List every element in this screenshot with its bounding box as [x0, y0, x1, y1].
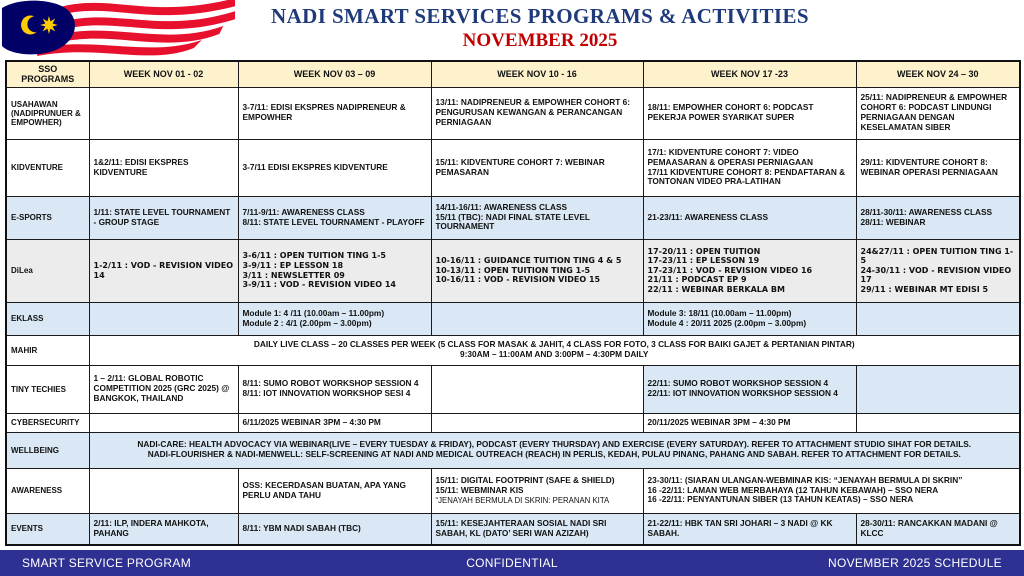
row-label: USAHAWAN (NADIPRUNUER & EMPOWHER)	[6, 87, 89, 139]
schedule-cell	[856, 139, 1020, 196]
schedule-table-header	[6, 61, 1020, 87]
row-label: KIDVENTURE	[6, 139, 89, 196]
schedule-entry: 21-23/11: AWARENESS CLASS	[647, 211, 768, 222]
schedule-cell	[431, 196, 643, 239]
schedule-entry: 10-16/11 : VOD - REVISION VIDEO 15	[435, 275, 601, 285]
schedule-entry: 22/11: SUMO ROBOT WORKSHOP SESSION 4	[647, 378, 829, 389]
row-label: WELLBEING	[6, 432, 89, 468]
schedule-entry: 8/11: YBM NADI SABAH (TBC)	[242, 522, 361, 533]
schedule-cell	[856, 302, 1020, 335]
schedule-cell	[643, 513, 856, 545]
schedule-cell	[89, 365, 238, 413]
page-subtitle: NOVEMBER 2025	[462, 30, 618, 51]
schedule-entry: 9:30AM – 11:00AM AND 3:00PM – 4:30PM DAILY	[460, 349, 649, 359]
footer-schedule-name: NOVEMBER 2025 SCHEDULE	[828, 556, 1002, 570]
row-label: EVENTS	[6, 513, 89, 545]
column-header-programs: SSO PROGRAMS	[6, 61, 89, 87]
schedule-entry: DAILY LIVE CLASS – 20 CLASSES PER WEEK (5 CLASS FOR MASAK & JAHIT, 4 CLASS FOR FOTO, 3 CLASS FOR BAIKI GAJET & PERTANIAN PINTAR)	[253, 339, 855, 350]
schedule-cell	[89, 513, 238, 545]
table-row	[6, 239, 1020, 302]
table-row	[6, 196, 1020, 239]
schedule-entry: 15/11: KIDVENTURE COHORT 7: WEBINAR PEMASARAN	[435, 156, 605, 177]
schedule-cell	[431, 468, 643, 513]
schedule-cell	[431, 239, 643, 302]
table-row	[6, 468, 1020, 513]
schedule-cell	[431, 302, 643, 335]
schedule-entry: 15/11: KESEJAHTERAAN SOSIAL NADI SRI SABAH, KL (DATO’ SERI WAN AZIZAH)	[435, 517, 607, 538]
schedule-entry: 28/11-30/11: AWARENESS CLASS	[860, 206, 993, 217]
schedule-cell	[643, 302, 856, 335]
schedule-cell	[89, 302, 238, 335]
schedule-cell	[431, 139, 643, 196]
schedule-cell	[431, 413, 643, 432]
table-row	[6, 87, 1020, 139]
schedule-cell	[643, 139, 856, 196]
schedule-entry: 7/11-9/11: AWARENESS CLASS	[242, 206, 365, 217]
schedule-entry: “JENAYAH BERMULA DI SKRIN: PERANAN KITA	[435, 495, 610, 505]
schedule-cell	[238, 302, 431, 335]
schedule-entry: 24-30/11 : VOD - REVISION VIDEO 17	[860, 265, 1012, 285]
schedule-entry: 3-7/11 EDISI EKSPRES KIDVENTURE	[242, 161, 388, 172]
schedule-entry: Module 2 : 4/1 (2.00pm – 3.00pm)	[242, 317, 372, 328]
schedule-entry: 17/1: KIDVENTURE COHORT 7: VIDEO PEMAASARAN & OPERASI PERNIAGAAN	[647, 146, 813, 167]
schedule-entry: 17-20/11 : OPEN TUITION	[647, 246, 761, 256]
schedule-entry: 28-30/11: RANCAKKAN MADANI @ KLCC	[860, 517, 998, 538]
schedule-entry: 23-30/11: (SIARAN ULANGAN-WEBMINAR KIS: “JENAYAH BERMULA DI SKRIN”	[647, 474, 963, 485]
schedule-cell	[89, 335, 1020, 365]
schedule-cell	[431, 365, 643, 413]
table-row	[6, 513, 1020, 545]
row-label: AWARENESS	[6, 468, 89, 513]
column-header-week: WEEK NOV 17 -23	[643, 61, 856, 87]
malaysia-flag-logo	[0, 0, 235, 60]
row-label: DiLea	[6, 239, 89, 302]
footer-confidential: CONFIDENTIAL	[466, 556, 558, 570]
schedule-cell	[856, 196, 1020, 239]
schedule-entry: 1 – 2/11: GLOBAL ROBOTIC COMPETITION 2025 (GRC 2025) @ BANGKOK, THAILAND	[93, 373, 230, 403]
schedule-entry: 17-23/11 : EP LESSON 19	[647, 256, 760, 266]
schedule-entry: 14/11-16/11: AWARENESS CLASS	[435, 201, 568, 212]
schedule-cell	[89, 139, 238, 196]
schedule-entry: 15/11 (TBC): NADI FINAL STATE LEVEL TOURNAMENT	[435, 211, 590, 232]
row-label: TINY TECHIES	[6, 365, 89, 413]
schedule-cell	[89, 239, 238, 302]
schedule-entry: 3-6/11 : OPEN TUITION TING 1-5	[242, 251, 386, 261]
schedule-entry: Module 1: 4 /11 (10.00am – 11.00pm)	[242, 307, 385, 318]
page-title: NADI SMART SERVICES PROGRAMS & ACTIVITIES	[271, 4, 809, 28]
schedule-entry: 16 -22/11: PENYANTUNAN SIBER (13 TAHUN KEATAS) – SSO NERA	[647, 494, 914, 505]
schedule-cell	[238, 87, 431, 139]
schedule-entry: 17/11 KIDVENTURE COHORT 8: PENDAFTARAN & TONTONAN VIDEO PRA-LATIHAN	[647, 166, 846, 187]
schedule-cell	[431, 513, 643, 545]
column-header-week: WEEK NOV 10 - 16	[431, 61, 643, 87]
schedule-entry: 3-9/11 : EP LESSON 18	[242, 260, 344, 270]
schedule-table	[5, 60, 1021, 546]
schedule-cell	[238, 468, 431, 513]
schedule-entry: 1/11: STATE LEVEL TOURNAMENT - GROUP STAGE	[93, 206, 231, 227]
schedule-entry: OSS: KECERDASAN BUATAN, APA YANG PERLU ANDA TAHU	[242, 479, 406, 500]
row-label: CYBERSECURITY	[6, 413, 89, 432]
schedule-entry: 22/11 : WEBINAR BERKALA BM	[647, 284, 785, 294]
schedule-cell	[238, 365, 431, 413]
header	[240, 4, 840, 52]
row-label: E-SPORTS	[6, 196, 89, 239]
schedule-entry: 18/11: EMPOWHER COHORT 6: PODCAST PEKERJA POWER SYARIKAT SUPER	[647, 102, 814, 122]
table-row	[6, 432, 1020, 468]
schedule-cell	[238, 139, 431, 196]
footer-program-name: SMART SERVICE PROGRAM	[22, 556, 192, 570]
schedule-entry: 10-16/11 : GUIDANCE TUITION TING 4 & 5	[435, 256, 622, 266]
schedule-cell	[643, 468, 1020, 513]
schedule-entry: 1-2/11 : VOD - REVISION VIDEO 14	[93, 260, 234, 280]
schedule-cell	[89, 468, 238, 513]
schedule-cell	[856, 87, 1020, 139]
schedule-entry: 29/11: KIDVENTURE COHORT 8: WEBINAR OPERASI PERNIAGAAN	[860, 156, 998, 177]
table-row	[6, 365, 1020, 413]
schedule-entry: 16 -22/11: LAMAN WEB MERBAHAYA (12 TAHUN KEBAWAH) – SSO NERA	[647, 484, 939, 495]
schedule-cell	[643, 365, 856, 413]
schedule-entry: 6/11/2025 WEBINAR 3PM – 4:30 PM	[242, 416, 381, 427]
schedule-entry: 29/11 : WEBINAR MT EDISI 5	[860, 284, 989, 294]
schedule-entry: NADI-FLOURISHER & NADI-MENWELL: SELF-SCREENING AT NADI AND MEDICAL OUTREACH (REACH) IN PERLIS, KEDAH, PULAU PINANG, PAHANG AND SABAH. REFER TO ATTACHMENT FOR DETAILS.	[147, 449, 961, 459]
schedule-cell	[856, 513, 1020, 545]
table-row	[6, 335, 1020, 365]
schedule-entry: 20/11/2025 WEBINAR 3PM – 4:30 PM	[647, 416, 791, 427]
schedule-cell	[856, 239, 1020, 302]
schedule-cell	[89, 413, 238, 432]
column-header-week: WEEK NOV 01 - 02	[89, 61, 238, 87]
schedule-entry: NADI-CARE: HEALTH ADVOCACY VIA WEBINAR(LIVE – EVERY TUESDAY & FRIDAY), PODCAST (EVERY THURSDAY) AND EXERCISE (EVERY SATURDAY). REFER TO ATTACHMENT STUDIO SIHAT FOR DETAILS.	[137, 439, 972, 450]
schedule-entry: 3-7/11: EDISI EKSPRES NADIPRENEUR & EMPOWHER	[242, 102, 406, 122]
schedule-cell	[238, 239, 431, 302]
schedule-cell	[643, 87, 856, 139]
schedule-entry: Module 4 : 20/11 2025 (2.00pm – 3.00pm)	[647, 317, 807, 328]
schedule-cell	[643, 239, 856, 302]
schedule-entry: Module 3: 18/11 (10.00am – 11.00pm)	[647, 307, 792, 318]
schedule-cell	[238, 196, 431, 239]
table-row	[6, 139, 1020, 196]
schedule-cell	[643, 196, 856, 239]
schedule-entry: 8/11: STATE LEVEL TOURNAMENT - PLAYOFF	[242, 216, 425, 227]
column-header-week: WEEK NOV 03 – 09	[238, 61, 431, 87]
schedule-cell	[89, 87, 238, 139]
schedule-cell	[238, 413, 431, 432]
schedule-cell	[643, 413, 856, 432]
row-label: MAHIR	[6, 335, 89, 365]
schedule-entry: 8/11: SUMO ROBOT WORKSHOP SESSION 4	[242, 378, 419, 389]
column-header-week: WEEK NOV 24 – 30	[856, 61, 1020, 87]
schedule-entry: 3/11 : NEWSLETTER 09	[242, 270, 345, 280]
schedule-entry: 1&2/11: EDISI EKSPRES KIDVENTURE	[93, 156, 189, 177]
schedule-entry: 28/11: WEBINAR	[860, 216, 926, 227]
schedule-cell	[431, 87, 643, 139]
row-label: EKLASS	[6, 302, 89, 335]
schedule-entry: 17-23/11 : VOD - REVISION VIDEO 16	[647, 265, 813, 275]
table-row	[6, 302, 1020, 335]
schedule-entry: 25/11: NADIPRENEUR & EMPOWHER COHORT 6: PODCAST LINDUNGI PERNIAGAAN DENGAN KESELAMATAN SIBER	[860, 92, 1008, 132]
table-row	[6, 413, 1020, 432]
schedule-entry: 15/11: WEBMINAR KIS	[435, 484, 524, 495]
schedule-entry: 22/11: IOT INNOVATION WORKSHOP SESSION 4	[647, 388, 838, 398]
schedule-entry: 21/11 : PODCAST EP 9	[647, 275, 747, 285]
schedule-entry: 8/11: IOT INNOVATION WORKSHOP SESI 4	[242, 388, 411, 398]
schedule-cell	[856, 413, 1020, 432]
schedule-entry: 10-13/11 : OPEN TUITION TING 1-5	[435, 265, 591, 275]
schedule-entry: 2/11: ILP, INDERA MAHKOTA, PAHANG	[93, 517, 209, 538]
schedule-entry: 21-22/11: HBK TAN SRI JOHARI – 3 NADI @ KK SABAH.	[647, 517, 833, 538]
footer-bar	[0, 550, 1024, 576]
schedule-entry: 13/11: NADIPRENEUR & EMPOWHER COHORT 6: PENGURUSAN KEWANGAN & PERANCANGAN PERNIAGAAN	[435, 97, 631, 127]
schedule-cell	[89, 432, 1020, 468]
schedule-cell	[89, 196, 238, 239]
schedule-cell	[856, 365, 1020, 413]
schedule-entry: 3-9/11 : VOD - REVISION VIDEO 14	[242, 280, 396, 290]
schedule-entry: 15/11: DIGITAL FOOTPRINT (SAFE & SHIELD)	[435, 475, 615, 486]
schedule-entry: 24&27/11 : OPEN TUITION TING 1-5	[860, 246, 1014, 266]
schedule-cell	[238, 513, 431, 545]
